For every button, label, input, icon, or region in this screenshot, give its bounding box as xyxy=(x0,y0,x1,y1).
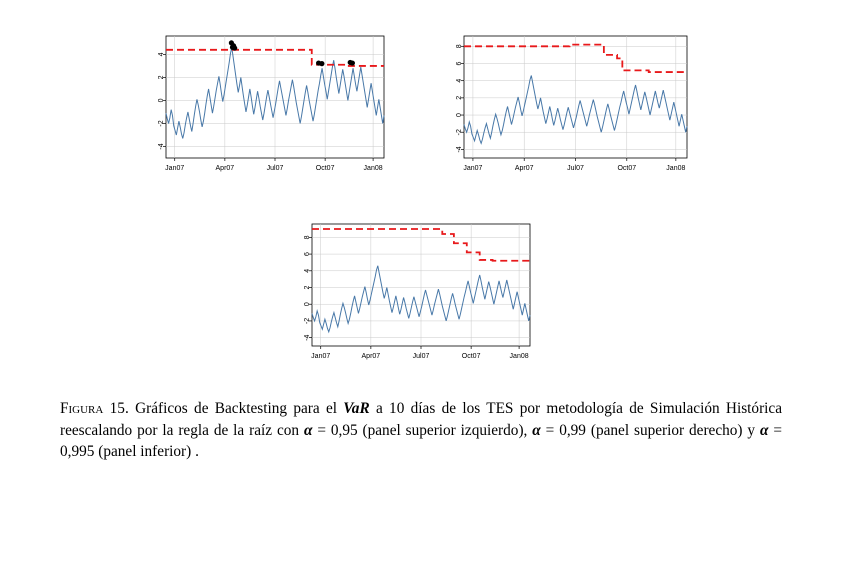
caption-part-2: a 10 días de los TES por metodología de Simulación Histórica reescalando por la regla de la raíz con xyxy=(60,400,782,439)
caption-part-4: = 0,99 (panel superior derecho) y xyxy=(540,421,760,439)
caption-var: VaR xyxy=(343,400,370,417)
svg-text:6: 6 xyxy=(455,61,463,66)
svg-text:4: 4 xyxy=(455,78,463,83)
svg-text:-2: -2 xyxy=(157,120,165,127)
svg-text:Jan07: Jan07 xyxy=(463,165,483,172)
svg-text:Oct07: Oct07 xyxy=(617,165,637,172)
svg-text:Jan07: Jan07 xyxy=(311,353,331,360)
svg-text:Apr07: Apr07 xyxy=(215,165,235,172)
svg-text:Jul07: Jul07 xyxy=(567,165,584,172)
caption-alpha-3: α xyxy=(760,421,769,439)
chart-svg xyxy=(140,30,390,180)
svg-text:2: 2 xyxy=(157,75,165,80)
svg-text:Oct07: Oct07 xyxy=(315,165,335,172)
svg-text:6: 6 xyxy=(303,252,311,257)
caption-part-5: = 0,995 (panel inferior) . xyxy=(60,421,783,461)
svg-text:8: 8 xyxy=(303,235,311,240)
figure-label: Figura 15. xyxy=(60,400,129,417)
svg-text:-4: -4 xyxy=(455,146,463,153)
svg-text:Jul07: Jul07 xyxy=(412,353,430,360)
caption-part-3: = 0,95 (panel superior izquierdo), xyxy=(312,421,533,439)
svg-text:Apr07: Apr07 xyxy=(361,353,381,360)
chart-svg xyxy=(286,218,536,368)
caption-part-1: Gráficos de Backtesting para el xyxy=(135,400,344,417)
svg-text:4: 4 xyxy=(303,268,311,273)
svg-text:-2: -2 xyxy=(455,129,463,136)
caption-alpha-2: α xyxy=(532,421,541,439)
svg-text:0: 0 xyxy=(455,113,463,117)
svg-text:Oct07: Oct07 xyxy=(461,353,481,360)
chart-panel-top-right xyxy=(438,30,693,180)
svg-text:8: 8 xyxy=(455,44,463,49)
svg-text:Jan08: Jan08 xyxy=(666,165,686,172)
svg-text:-4: -4 xyxy=(157,143,165,150)
svg-text:-4: -4 xyxy=(303,334,311,341)
svg-text:Jan07: Jan07 xyxy=(165,165,185,172)
svg-text:Jan08: Jan08 xyxy=(363,165,383,172)
figure-caption xyxy=(60,398,782,463)
chart-svg xyxy=(438,30,693,180)
svg-text:-2: -2 xyxy=(303,317,311,325)
caption-alpha-1: α xyxy=(303,421,313,439)
svg-text:2: 2 xyxy=(455,95,463,100)
chart-panel-bottom xyxy=(286,218,536,368)
svg-text:0: 0 xyxy=(303,302,311,307)
chart-panel-top-left xyxy=(140,30,390,180)
svg-text:0: 0 xyxy=(157,98,165,103)
svg-text:Jul07: Jul07 xyxy=(266,165,284,172)
svg-text:2: 2 xyxy=(303,285,311,290)
svg-text:4: 4 xyxy=(157,52,165,57)
svg-text:Apr07: Apr07 xyxy=(514,165,534,172)
svg-text:Jan08: Jan08 xyxy=(509,353,529,360)
